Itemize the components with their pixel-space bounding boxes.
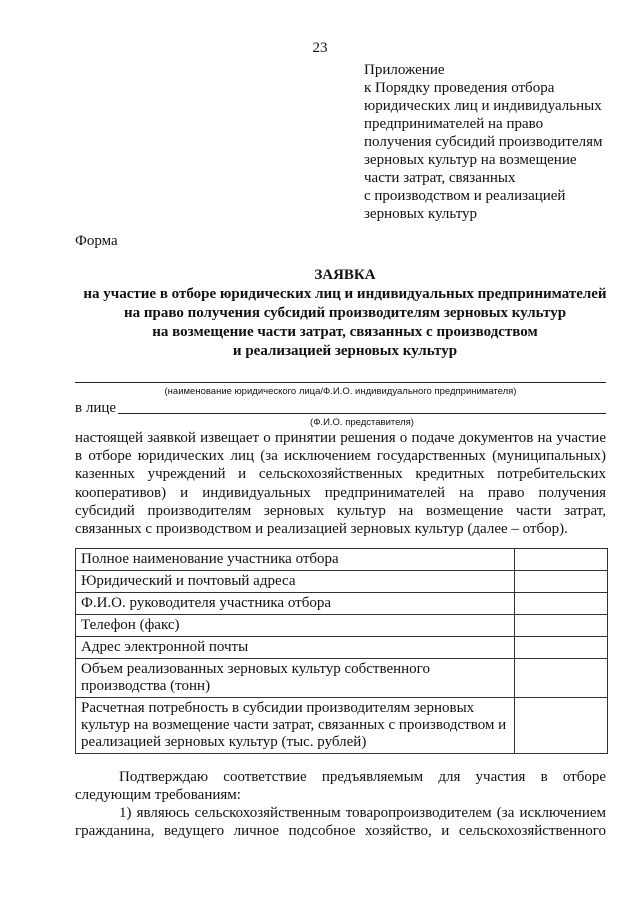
row-value-cell[interactable] [515,637,608,659]
appendix-line: с производством и реализацией [364,188,566,204]
intro-line: связанных с производством и реализацией зерновых культур (далее – отбор). [75,521,568,538]
applicant-name-line[interactable] [75,382,606,383]
intro-line: кооперативов) и индивидуальных предпринимателей на право получения [75,484,606,501]
row-value-cell[interactable] [515,615,608,637]
table-row [76,615,608,637]
appendix-line: части затрат, связанных [364,170,516,186]
row-label: Ф.И.О. руководителя участника отбора [76,593,515,615]
title-line: на право получения субсидий производителям зерновых культур [123,305,567,321]
page-number: 23 [312,40,328,56]
table-row [76,659,608,698]
row-value-cell[interactable] [515,659,608,698]
applicant-name-hint: (наименование юридического лица/Ф.И.О. индивидуального предпринимателя) [164,386,517,397]
title-line: на возмещение части затрат, связанных с производством [152,324,538,340]
table-row [76,698,608,754]
intro-line: казенных учреждений и сельскохозяйственных кредитных потребительских [75,466,606,483]
representative-name-hint: (Ф.И.О. представителя) [310,417,414,428]
representative-name-line[interactable] [118,413,606,414]
representative-prefix: в лице [75,400,117,416]
row-label: Юридический и почтовый адреса [76,571,515,593]
participant-info-table [75,548,608,754]
table-row [76,549,608,571]
intro-line: настоящей заявкой извещает о принятии решения о подаче документов на участие [75,430,606,446]
document-title [60,266,630,361]
row-value-cell[interactable] [515,549,608,571]
row-label: Телефон (факс) [76,615,515,637]
row-label: Полное наименование участника отбора [76,549,515,571]
appendix-line: предпринимателей на право [364,116,544,132]
requirement-1-paragraph [75,804,606,840]
appendix-line: получения субсидий производителям [364,134,603,150]
requirement-line: гражданина, ведущего личное подсобное хозяйство, и сельскохозяйственного [75,823,606,840]
confirm-line: Подтверждаю соответствие предъявляемым для участия в отборе [119,769,606,785]
title-main: ЗАЯВКА [314,267,376,283]
requirement-line: 1) являюсь сельскохозяйственным товаропроизводителем (за исключением [119,805,606,821]
row-value-cell[interactable] [515,698,608,754]
appendix-line: Приложение [364,62,445,78]
title-line: на участие в отборе юридических лиц и индивидуальных предпринимателей [83,286,607,302]
appendix-line: зерновых культур на возмещение [364,152,577,168]
form-label: Форма [75,233,118,249]
table-row [76,571,608,593]
confirmation-paragraph [75,768,606,804]
appendix-line: к Порядку проведения отбора [364,80,555,96]
row-label: Адрес электронной почты [76,637,515,659]
confirm-line: следующим требованиям: [75,787,241,804]
table-row [76,637,608,659]
intro-line: в отборе юридических лиц (за исключением государственных (муниципальных) [75,448,606,465]
appendix-line: юридических лиц и индивидуальных [364,98,602,114]
table-row [76,593,608,615]
appendix-line: зерновых культур [364,206,478,222]
row-label: Объем реализованных зерновых культур собственного производства (тонн) [76,659,515,698]
intro-line: субсидий производителям зерновых культур на возмещение части затрат, [75,502,606,519]
row-value-cell[interactable] [515,571,608,593]
row-value-cell[interactable] [515,593,608,615]
intro-paragraph [75,429,606,538]
title-line: и реализацией зерновых культур [232,343,458,359]
appendix-note [364,61,629,223]
row-label: Расчетная потребность в субсидии производителям зерновых культур на возмещение части затрат, связанных с производством и реализацией зерновых культур (тыс. рублей) [76,698,515,754]
